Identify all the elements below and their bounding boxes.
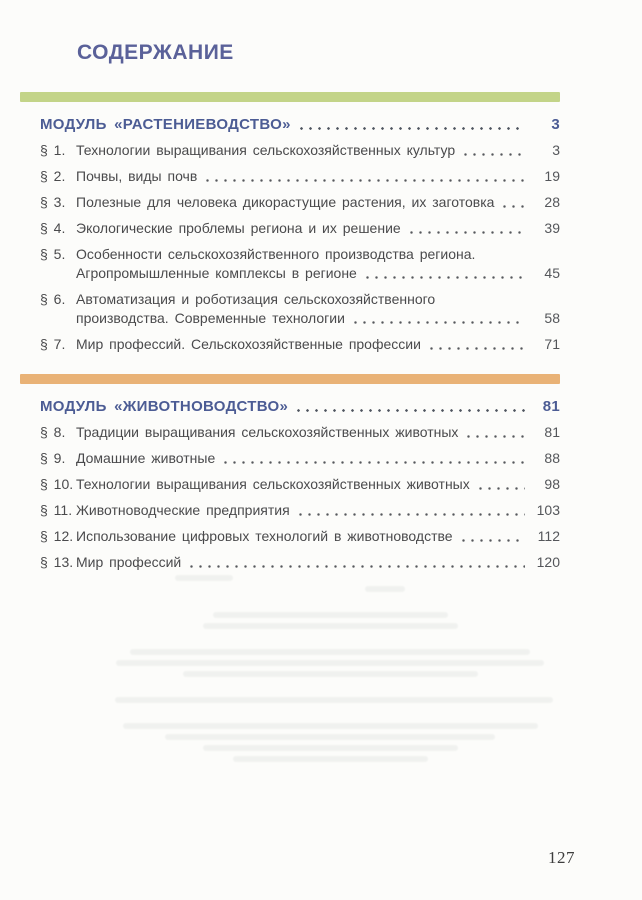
dot-leader: [476, 486, 525, 491]
entry-line: [40, 449, 560, 468]
entry-line: [40, 501, 560, 520]
entry-page-number: 112: [537, 528, 560, 544]
table-of-contents: [20, 92, 560, 572]
toc-entry: [40, 141, 560, 160]
entry-label: § 7.: [40, 336, 66, 352]
entry-label: § 8.: [40, 424, 66, 440]
entry-text: Почвы, виды почв: [76, 168, 198, 184]
entry-label: § 3.: [40, 194, 66, 210]
toc-entry: [40, 335, 560, 354]
module-heading: МОДУЛЬ «ЖИВОТНОВОДСТВО»: [40, 398, 289, 415]
module-color-bar: [20, 92, 560, 102]
entry-line: [40, 193, 560, 212]
entry-text: Агропромышленные комплексы в регионе: [76, 265, 357, 281]
module-color-bar: [20, 374, 560, 384]
dot-leader: [464, 434, 525, 439]
entry-text: Мир профессий: [76, 554, 182, 570]
entry-line: [40, 527, 560, 546]
module-heading-row: [40, 398, 560, 416]
toc-entry: [40, 527, 560, 546]
entry-label: § 11.: [40, 502, 73, 518]
entry-label: § 10.: [40, 476, 74, 492]
toc-entry: [40, 423, 560, 442]
module-page-number: 81: [542, 398, 560, 415]
entry-label: § 1.: [40, 142, 66, 158]
dot-leader: [203, 178, 525, 183]
toc-entry: [40, 501, 560, 520]
dot-leader: [459, 538, 525, 543]
show-through-text: [115, 570, 545, 767]
entry-page-number: 3: [552, 142, 560, 158]
dot-leader: [407, 230, 525, 235]
entry-page-number: 120: [536, 554, 560, 570]
toc-entry: [40, 245, 560, 283]
entry-label: § 13.: [40, 554, 74, 570]
entry-page-number: 88: [544, 450, 560, 466]
contents-title: СОДЕРЖАНИЕ: [77, 41, 234, 64]
entry-line: [40, 167, 560, 186]
entry-text: Использование цифровых технологий в животноводстве: [76, 528, 453, 544]
dot-leader: [461, 152, 525, 157]
entry-page-number: 45: [544, 265, 560, 281]
dot-leader: [296, 512, 525, 517]
entry-text: производства. Современные технологии: [76, 310, 345, 326]
dot-leader: [427, 346, 525, 351]
entry-label: § 9.: [40, 450, 66, 466]
module-section: [20, 92, 560, 354]
entry-line: [76, 264, 560, 283]
entry-page-number: 98: [544, 476, 560, 492]
entry-text: Домашние животные: [76, 450, 216, 466]
module-heading-row: [40, 116, 560, 134]
toc-entry: [40, 193, 560, 212]
entry-page-number: 81: [544, 424, 560, 440]
entry-line: [40, 141, 560, 160]
entry-label: § 6.: [40, 291, 66, 307]
toc-entry: [40, 475, 560, 494]
entry-label: § 2.: [40, 168, 66, 184]
entry-page-number: 103: [536, 502, 560, 518]
entry-line: [40, 475, 560, 494]
entry-line: [40, 219, 560, 238]
entry-line: [40, 423, 560, 442]
entry-line: [76, 309, 560, 328]
entry-line: [40, 335, 560, 354]
module-heading: МОДУЛЬ «РАСТЕНИЕВОДСТВО»: [40, 116, 291, 133]
toc-entry: [40, 219, 560, 238]
entry-page-number: 58: [544, 310, 560, 326]
dot-leader: [297, 126, 525, 131]
entry-text: Экологические проблемы региона и их решение: [76, 220, 401, 236]
entry-line: [40, 290, 560, 309]
module-section: [20, 374, 560, 572]
entry-label: § 4.: [40, 220, 66, 236]
entry-text: Мир профессий. Сельскохозяйственные профессии: [76, 336, 421, 352]
entry-page-number: 39: [544, 220, 560, 236]
entry-page-number: 28: [544, 194, 560, 210]
dot-leader: [351, 320, 525, 325]
entry-text: Полезные для человека дикорастущие растения, их заготовка: [76, 194, 495, 210]
entry-label: § 12.: [40, 528, 74, 544]
entry-text: Традиции выращивания сельскохозяйственных животных: [76, 424, 459, 440]
entry-text: Технологии выращивания сельскохозяйственных культур: [76, 142, 456, 158]
toc-entry: [40, 449, 560, 468]
entry-text: Автоматизация и роботизация сельскохозяйственного: [76, 291, 436, 307]
entry-text: Особенности сельскохозяйственного производства региона.: [76, 246, 476, 262]
entry-text: Животноводческие предприятия: [76, 502, 290, 518]
entry-label: § 5.: [40, 246, 66, 262]
dot-leader: [363, 275, 525, 280]
dot-leader: [221, 460, 525, 465]
module-page-number: 3: [551, 116, 560, 133]
toc-entry: [40, 290, 560, 328]
entry-page-number: 71: [544, 336, 560, 352]
entry-line: [40, 245, 560, 264]
toc-entry: [40, 167, 560, 186]
dot-leader: [294, 408, 525, 413]
dot-leader: [500, 204, 525, 209]
folio-page-number: 127: [548, 848, 575, 867]
dot-leader: [187, 564, 525, 569]
entry-page-number: 19: [544, 168, 560, 184]
entry-text: Технологии выращивания сельскохозяйственных животных: [76, 476, 470, 492]
